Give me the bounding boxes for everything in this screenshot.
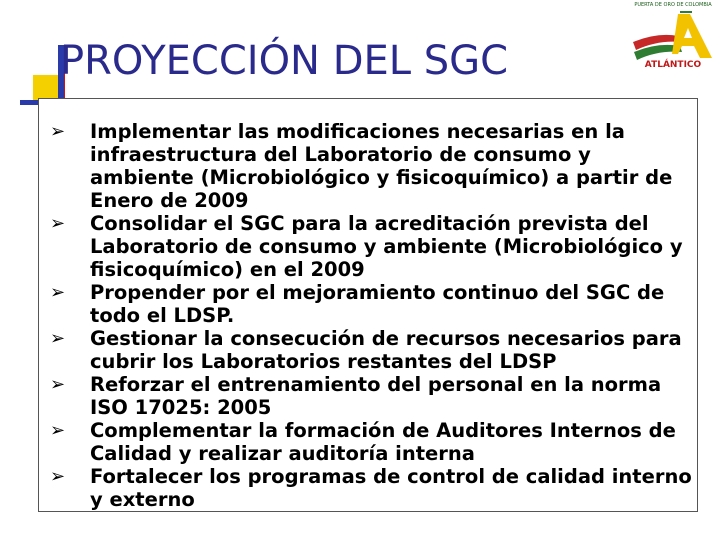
list-item-text: Gestionar la consecución de recursos necesarios para cubrir los Laboratorios restantes del LDSP [90,327,682,373]
slide-title: PROYECCIÓN DEL SGC [60,38,509,84]
arrowhead-bullet-icon: ➢ [50,213,66,234]
arrowhead-bullet-icon: ➢ [50,121,66,142]
list-item-text: Reforzar el entrenamiento del personal en la norma ISO 17025: 2005 [90,373,662,419]
arrowhead-bullet-icon: ➢ [50,374,66,395]
list-item-text: Complementar la formación de Auditores Internos de Calidad y realizar auditoría interna [90,419,676,465]
list-item-text: Consolidar el SGC para la acreditación prevista del Laboratorio de consumo y ambiente (Microbiológico y fisicoquímico) en el 2009 [90,212,683,281]
list-item-text: Implementar las modificaciones necesarias en la infraestructura del Laboratorio de consumo y ambiente (Microbiológico y fisicoquímico) a partir de Enero de 2009 [90,120,673,212]
list-item [50,281,695,327]
list-item [50,419,695,465]
list-item-text: Fortalecer los programas de control de calidad interno y externo [90,465,692,511]
arrowhead-bullet-icon: ➢ [50,420,66,441]
list-item [50,212,695,281]
list-item [50,120,695,212]
list-item [50,327,695,373]
list-item [50,373,695,419]
list-item [50,465,695,511]
list-item-text: Propender por el mejoramiento continuo del SGC de todo el LDSP. [90,281,665,327]
arrowhead-bullet-icon: ➢ [50,466,66,487]
logo-caption: PUERTA DE ORO DE COLOMBIA [634,2,712,8]
bullet-list [50,120,695,511]
arrowhead-bullet-icon: ➢ [50,328,66,349]
logo-name: ATLÁNTICO [644,60,702,70]
arrowhead-bullet-icon: ➢ [50,282,66,303]
